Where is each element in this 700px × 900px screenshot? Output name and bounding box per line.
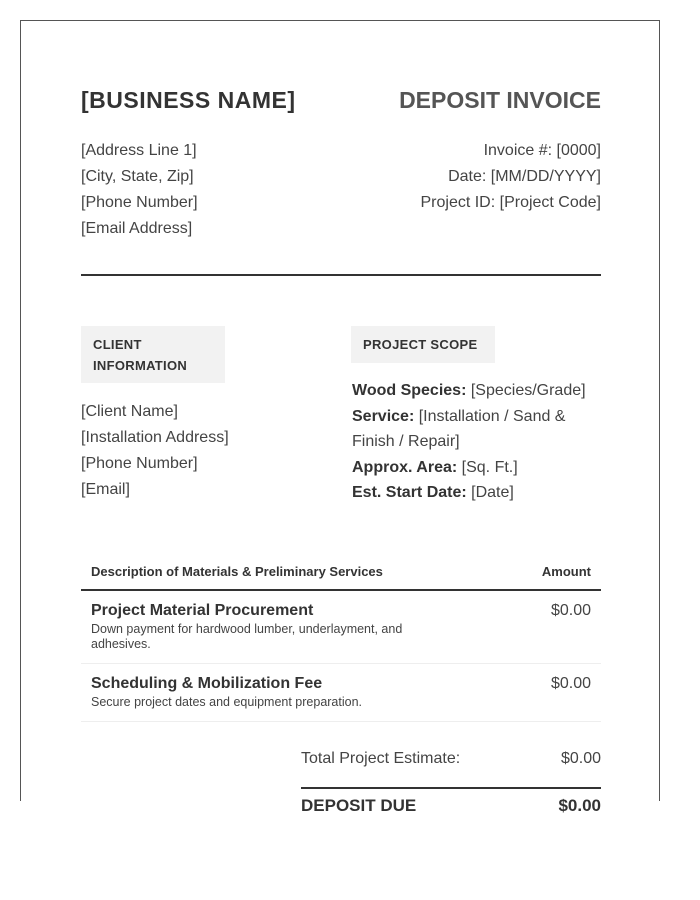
document-title: DEPOSIT INVOICE xyxy=(399,87,601,113)
service-label: Service: xyxy=(352,407,415,425)
address-line-1: [Address Line 1] xyxy=(81,142,197,159)
scope-service xyxy=(352,404,601,455)
column-header-amount: Amount xyxy=(541,564,591,579)
table-row xyxy=(81,663,601,722)
scope-wood-species xyxy=(352,378,601,404)
item-description: Secure project dates and equipment preparation. xyxy=(91,695,363,709)
business-phone: [Phone Number] xyxy=(81,194,198,211)
item-description: Down payment for hardwood lumber, underlayment, and adhesives. xyxy=(91,622,403,651)
wood-species-label: Wood Species: xyxy=(352,382,467,399)
project-scope-label: PROJECT SCOPE xyxy=(351,326,495,363)
service-value: [Installation / Sand & Finish / Repair] xyxy=(352,407,566,450)
project-scope xyxy=(352,378,601,506)
client-installation-address: [Installation Address] xyxy=(81,429,229,446)
invoice-date: Date: [MM/DD/YYYY] xyxy=(448,168,601,185)
business-name: [BUSINESS NAME] xyxy=(81,87,296,113)
wood-species-value: [Species/Grade] xyxy=(470,382,586,399)
invoice-page xyxy=(20,20,660,815)
client-phone: [Phone Number] xyxy=(81,455,198,472)
scope-start-date xyxy=(352,480,601,506)
invoice-number: Invoice #: [0000] xyxy=(483,142,601,159)
total-estimate-label: Total Project Estimate: xyxy=(301,750,461,767)
client-email: [Email] xyxy=(81,481,130,498)
deposit-due-label: DEPOSIT DUE xyxy=(301,796,417,815)
address-city-state-zip: [City, State, Zip] xyxy=(81,168,194,185)
column-header-description: Description of Materials & Preliminary Services xyxy=(91,564,383,579)
client-information-label: CLIENT INFORMATION xyxy=(81,326,225,383)
area-value: [Sq. Ft.] xyxy=(461,458,518,476)
start-date-label: Est. Start Date: xyxy=(352,484,467,501)
table-row xyxy=(81,590,601,664)
items-table-header xyxy=(81,558,601,590)
client-name: [Client Name] xyxy=(81,403,178,420)
start-date-value: [Date] xyxy=(471,484,514,501)
header-divider xyxy=(81,274,601,276)
item-amount: $0.00 xyxy=(550,675,591,692)
invoice-meta xyxy=(420,138,601,216)
item-title: Scheduling & Mobilization Fee xyxy=(91,675,323,692)
area-label: Approx. Area: xyxy=(352,458,458,476)
project-id: Project ID: [Project Code] xyxy=(420,194,601,211)
totals-divider xyxy=(301,787,601,789)
business-email: [Email Address] xyxy=(81,220,193,237)
client-information xyxy=(81,399,229,503)
scope-area xyxy=(352,455,601,481)
business-address xyxy=(81,138,198,242)
item-title: Project Material Procurement xyxy=(91,602,314,619)
item-amount: $0.00 xyxy=(550,602,591,619)
deposit-due-amount: $0.00 xyxy=(558,796,601,815)
total-estimate-amount: $0.00 xyxy=(560,750,601,767)
